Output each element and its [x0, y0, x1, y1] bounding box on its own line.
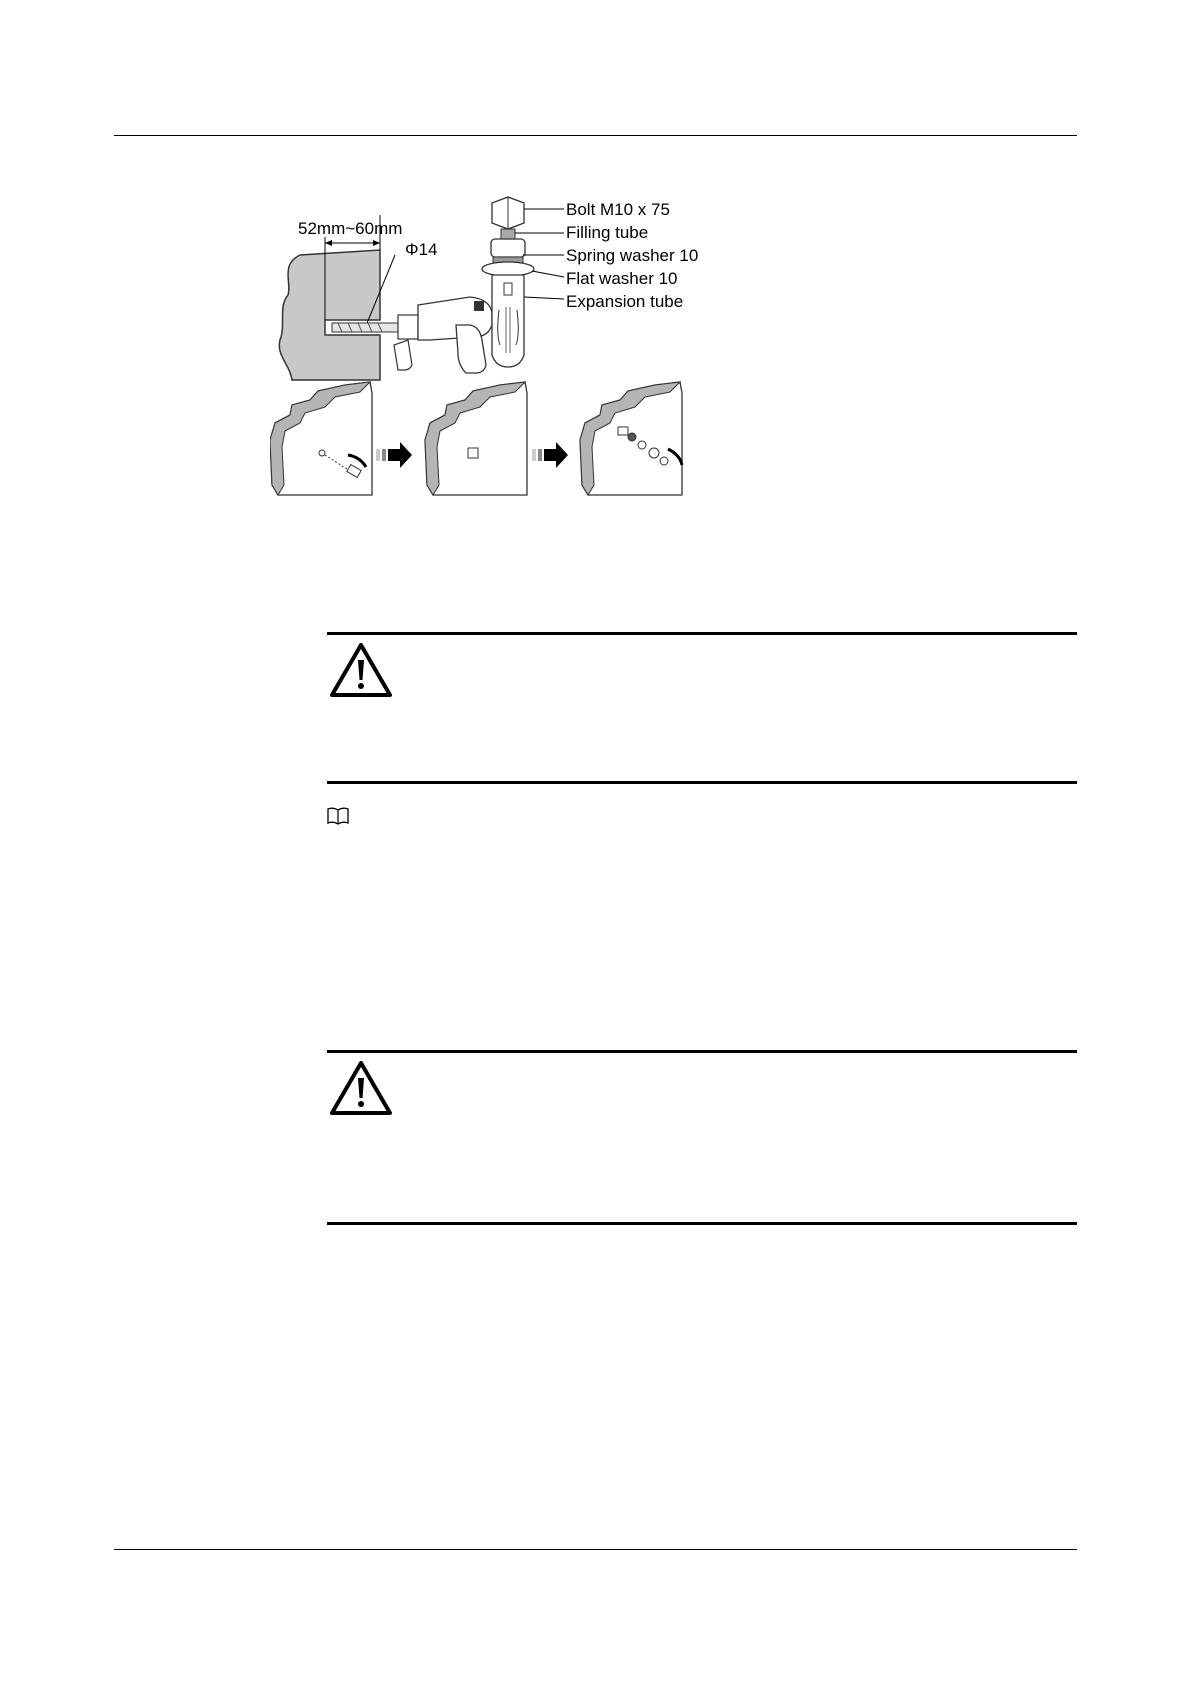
part-callouts [515, 200, 698, 311]
caution-notice [327, 1050, 1077, 1225]
part-label: Bolt M10 x 75 [566, 200, 670, 219]
open-book-icon [326, 806, 350, 826]
footer-rule [114, 1549, 1077, 1550]
notice-bottom-rule [327, 781, 1077, 784]
step-panel-insert [270, 382, 372, 495]
header-rule [114, 135, 1077, 136]
diameter-label: Φ14 [405, 240, 438, 259]
wall-section [279, 250, 380, 380]
part-label: Expansion tube [566, 292, 684, 311]
depth-label: 52mm~60mm [298, 219, 403, 238]
warning-triangle-icon [329, 642, 393, 698]
step-panel-installed [425, 382, 527, 495]
step-arrow-icon [376, 442, 412, 468]
expansion-bolt-installation-figure [270, 195, 770, 540]
notice-top-rule [327, 1050, 1077, 1053]
notice-bottom-rule [327, 1222, 1077, 1225]
part-label: Filling tube [566, 223, 649, 242]
caution-notice [327, 632, 1077, 782]
part-label: Spring washer 10 [566, 246, 699, 265]
step-arrow-icon [532, 442, 568, 468]
part-label: Flat washer 10 [566, 269, 678, 288]
notice-top-rule [327, 632, 1077, 635]
warning-triangle-icon [329, 1060, 393, 1116]
step-panel-fasten [580, 382, 682, 495]
expansion-bolt-icon [482, 197, 534, 367]
